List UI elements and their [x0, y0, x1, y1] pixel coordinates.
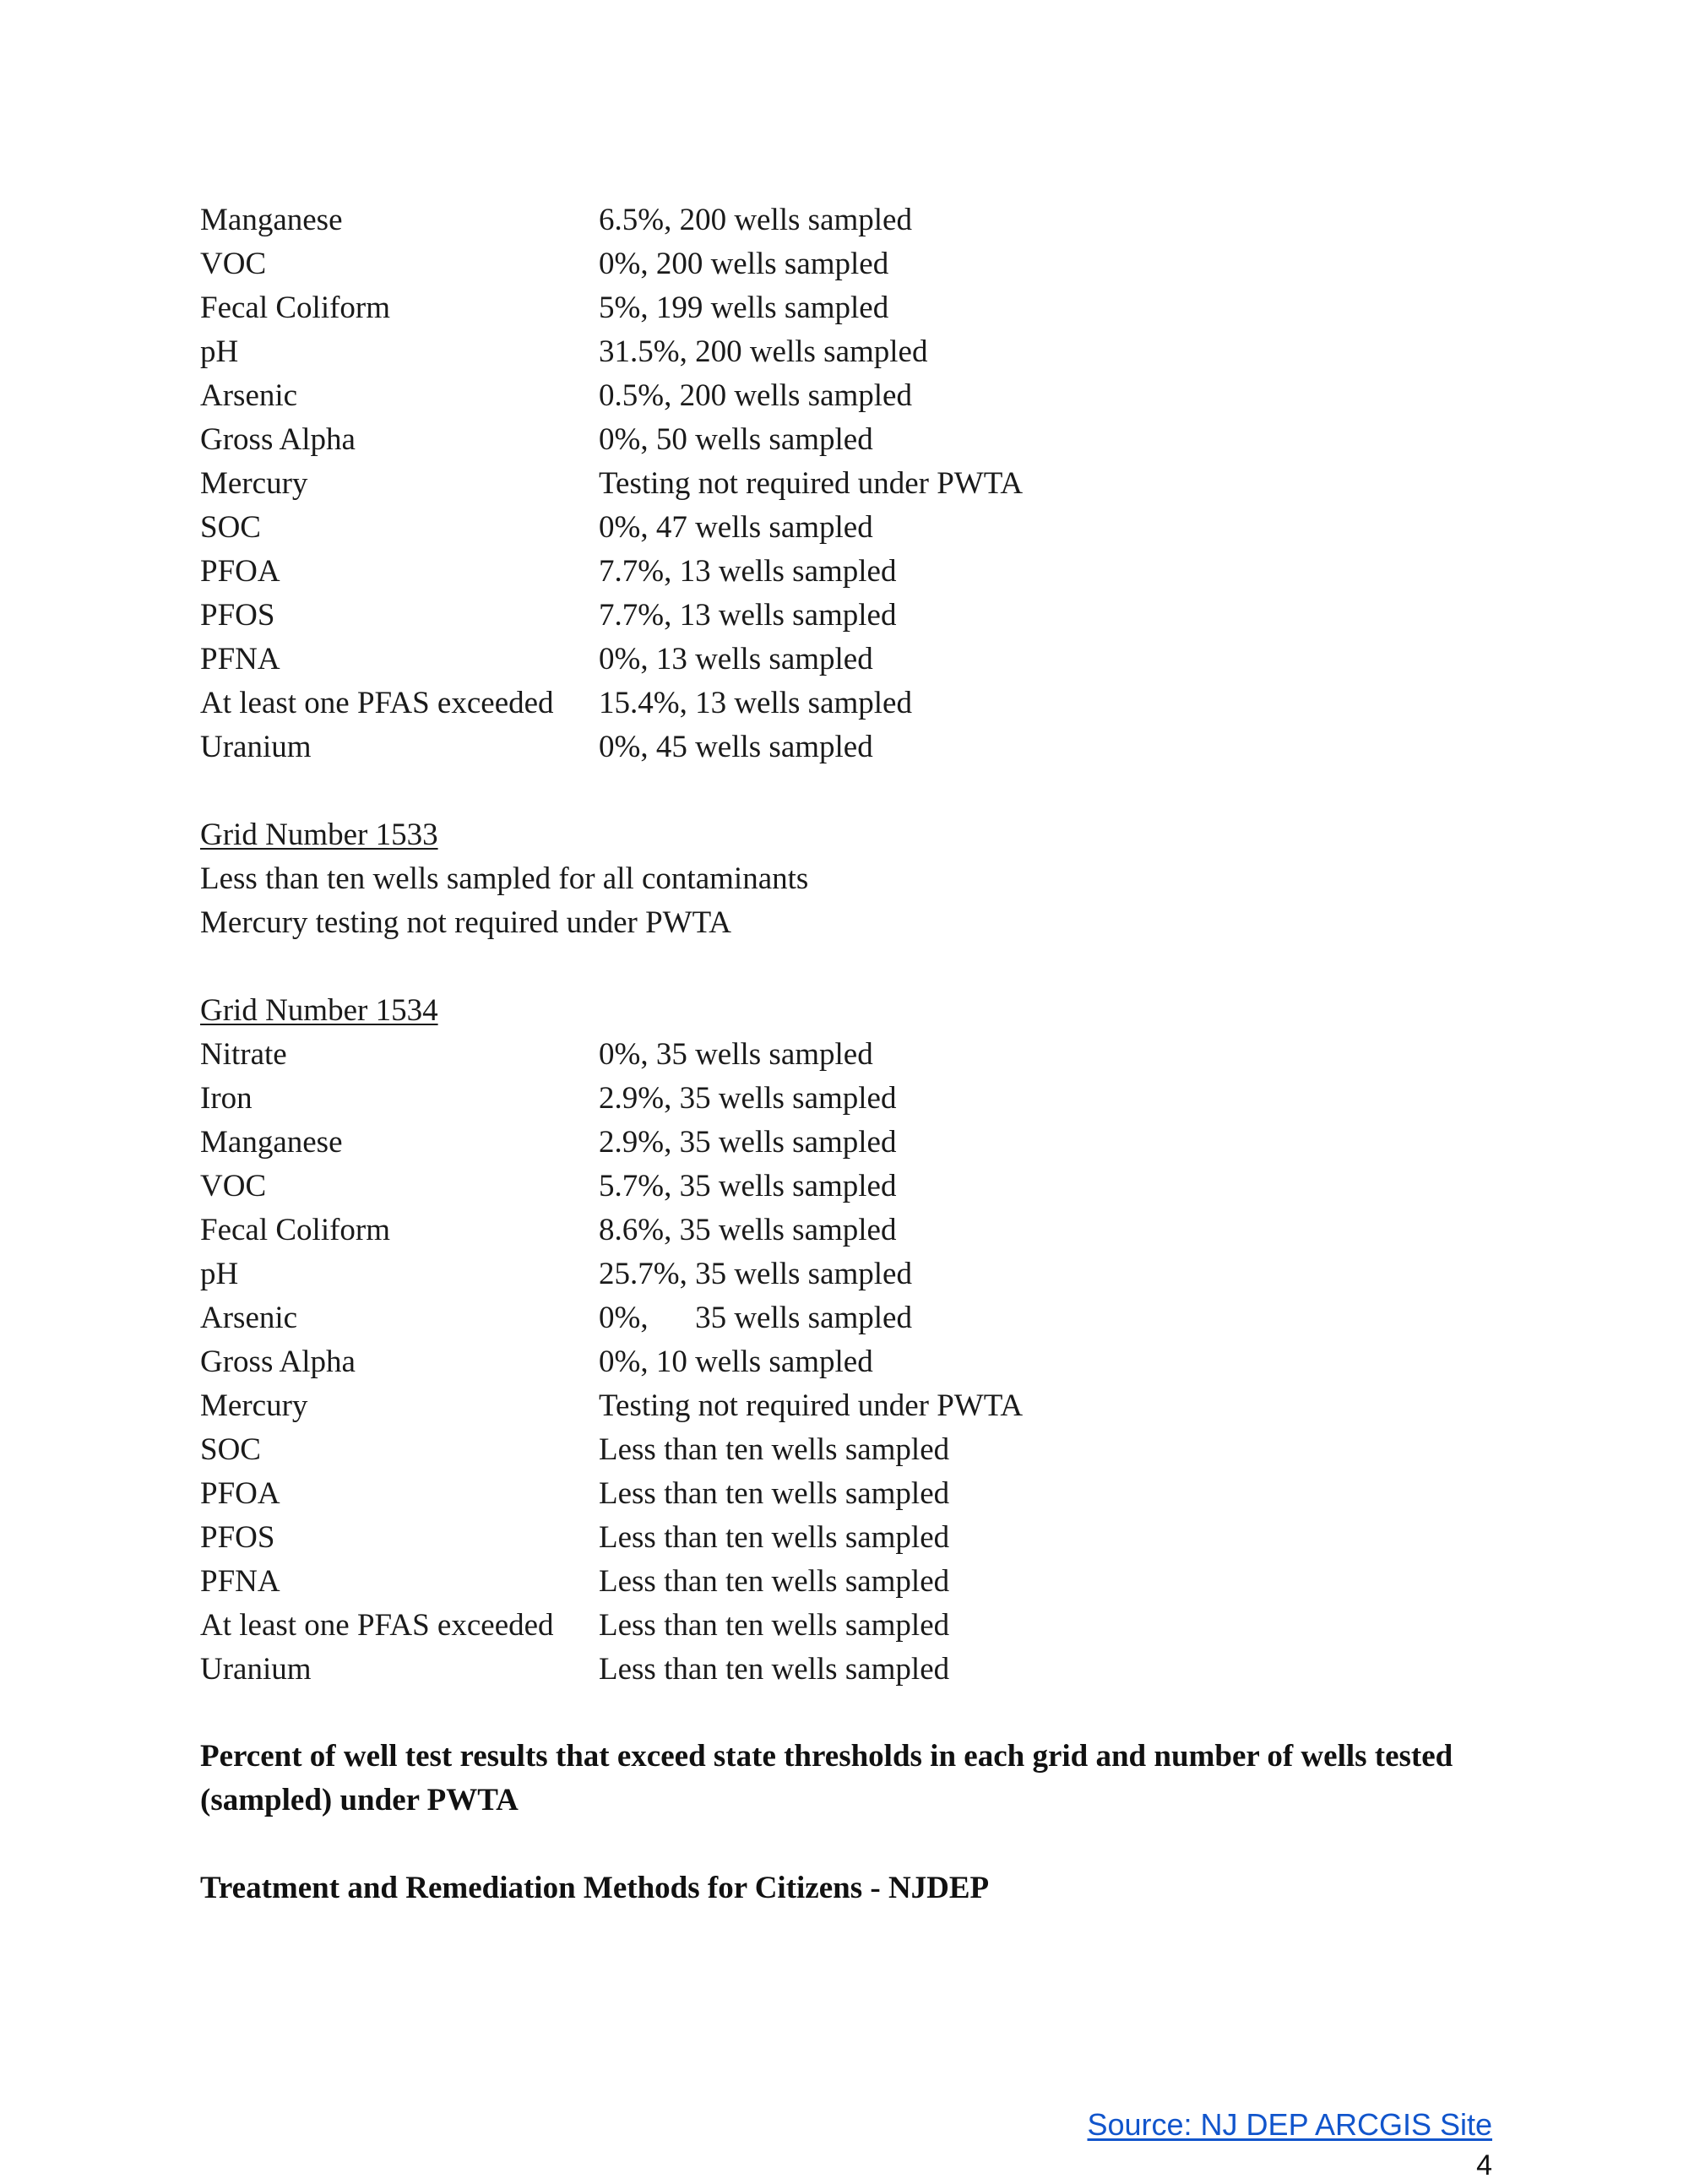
- contaminant-name: PFOA: [200, 554, 280, 589]
- contaminant-name: Gross Alpha: [200, 422, 356, 457]
- table-row: [200, 1077, 1023, 1121]
- table-row: [200, 1384, 1023, 1428]
- contaminant-name: Uranium: [200, 1652, 312, 1687]
- table-row: [200, 418, 1023, 462]
- contaminant-name: PFNA: [200, 642, 280, 676]
- contaminant-name: PFOS: [200, 1520, 275, 1555]
- contaminant-result: 0%, 10 wells sampled: [599, 1345, 873, 1379]
- contaminant-result: 0%, 47 wells sampled: [599, 510, 873, 545]
- table-row: [200, 198, 1023, 242]
- contaminant-name: Iron: [200, 1081, 253, 1116]
- grid-1533-note: Less than ten wells sampled for all contaminants: [200, 861, 809, 896]
- contaminant-name: Manganese: [200, 1125, 343, 1160]
- table-row: [200, 1209, 1023, 1252]
- contaminant-name: Fecal Coliform: [200, 291, 391, 325]
- contaminant-name: Manganese: [200, 203, 343, 237]
- contaminant-result: 5%, 199 wells sampled: [599, 291, 889, 325]
- grid-1534-heading: Grid Number 1534: [200, 993, 438, 1028]
- contaminant-result: 7.7%, 13 wells sampled: [599, 554, 897, 589]
- contaminant-result: Less than ten wells sampled: [599, 1652, 950, 1687]
- contaminant-name: Mercury: [200, 1388, 308, 1423]
- contaminant-result: 31.5%, 200 wells sampled: [599, 334, 928, 369]
- table-row: [200, 1560, 1023, 1604]
- table-row: [200, 1648, 1023, 1692]
- table-row: [200, 1296, 1023, 1340]
- contaminant-result: Testing not required under PWTA: [599, 466, 1024, 501]
- contaminant-result: Less than ten wells sampled: [599, 1608, 950, 1643]
- contaminant-name: Nitrate: [200, 1037, 287, 1072]
- contaminant-result: Less than ten wells sampled: [599, 1476, 950, 1511]
- table-row: [200, 374, 1023, 418]
- contaminant-name: SOC: [200, 1432, 261, 1467]
- contaminant-name: PFOA: [200, 1476, 280, 1511]
- contaminant-result: 0%, 50 wells sampled: [599, 422, 873, 457]
- contaminant-name: SOC: [200, 510, 261, 545]
- table-row: [200, 330, 1023, 374]
- table-row: [200, 594, 1023, 638]
- table-row: [200, 638, 1023, 682]
- contaminant-result: 0%, 35 wells sampled: [599, 1037, 873, 1072]
- contaminant-name: Arsenic: [200, 378, 298, 413]
- table-row: [200, 1033, 1023, 1077]
- contaminant-result: 0%, 45 wells sampled: [599, 730, 873, 764]
- table-row: [200, 506, 1023, 550]
- contaminant-name: PFNA: [200, 1564, 280, 1599]
- contaminant-result: 0.5%, 200 wells sampled: [599, 378, 912, 413]
- contaminant-result: 2.9%, 35 wells sampled: [599, 1081, 897, 1116]
- contaminant-name: Uranium: [200, 730, 312, 764]
- table-row: [200, 242, 1023, 286]
- contaminant-result: 2.9%, 35 wells sampled: [599, 1125, 897, 1160]
- table-row: [200, 1472, 1023, 1516]
- table-row: [200, 550, 1023, 594]
- contaminant-name: Fecal Coliform: [200, 1213, 391, 1247]
- table-row: [200, 1165, 1023, 1209]
- contaminant-name: pH: [200, 1257, 239, 1291]
- grid-1533-section: [200, 813, 808, 945]
- grid-continued-table: [200, 198, 1023, 769]
- contaminant-name: VOC: [200, 247, 267, 281]
- table-row: [200, 1121, 1023, 1165]
- treatment-title: Treatment and Remediation Methods for Citizens - NJDEP: [200, 1871, 990, 1905]
- contaminant-name: Gross Alpha: [200, 1345, 356, 1379]
- source-link[interactable]: Source: NJ DEP ARCGIS Site: [1087, 2107, 1492, 2142]
- grid-1533-heading: Grid Number 1533: [200, 818, 438, 852]
- table-row: [200, 1428, 1023, 1472]
- contaminant-result: 7.7%, 13 wells sampled: [599, 598, 897, 633]
- contaminant-name: PFOS: [200, 598, 275, 633]
- table-row: [200, 1516, 1023, 1560]
- contaminant-result: 0%, 35 wells sampled: [599, 1301, 912, 1335]
- table-row: [200, 1604, 1023, 1648]
- results-caption: Percent of well test results that exceed state thresholds in each grid and number of wells tested (sampled) under PWTA: [200, 1739, 1453, 1817]
- table-row: [200, 682, 1023, 725]
- contaminant-result: Less than ten wells sampled: [599, 1564, 950, 1599]
- contaminant-result: Less than ten wells sampled: [599, 1432, 950, 1467]
- grid-1533-note: Mercury testing not required under PWTA: [200, 905, 731, 940]
- contaminant-result: 15.4%, 13 wells sampled: [599, 686, 912, 720]
- grid-1534-section: [200, 989, 1023, 1692]
- table-row: [200, 286, 1023, 330]
- table-row: [200, 725, 1023, 769]
- contaminant-result: 25.7%, 35 wells sampled: [599, 1257, 912, 1291]
- table-row: [200, 462, 1023, 506]
- contaminant-result: 0%, 200 wells sampled: [599, 247, 889, 281]
- contaminant-result: 0%, 13 wells sampled: [599, 642, 873, 676]
- contaminant-name: At least one PFAS exceeded: [200, 686, 554, 720]
- contaminant-result: 6.5%, 200 wells sampled: [599, 203, 912, 237]
- page-number: 4: [1476, 2149, 1492, 2181]
- contaminant-result: Testing not required under PWTA: [599, 1388, 1024, 1423]
- contaminant-name: At least one PFAS exceeded: [200, 1608, 554, 1643]
- table-row: [200, 1252, 1023, 1296]
- contaminant-result: 5.7%, 35 wells sampled: [599, 1169, 897, 1203]
- table-row: [200, 1340, 1023, 1384]
- contaminant-name: pH: [200, 334, 239, 369]
- contaminant-result: Less than ten wells sampled: [599, 1520, 950, 1555]
- contaminant-result: 8.6%, 35 wells sampled: [599, 1213, 897, 1247]
- contaminant-name: VOC: [200, 1169, 267, 1203]
- contaminant-name: Mercury: [200, 466, 308, 501]
- contaminant-name: Arsenic: [200, 1301, 298, 1335]
